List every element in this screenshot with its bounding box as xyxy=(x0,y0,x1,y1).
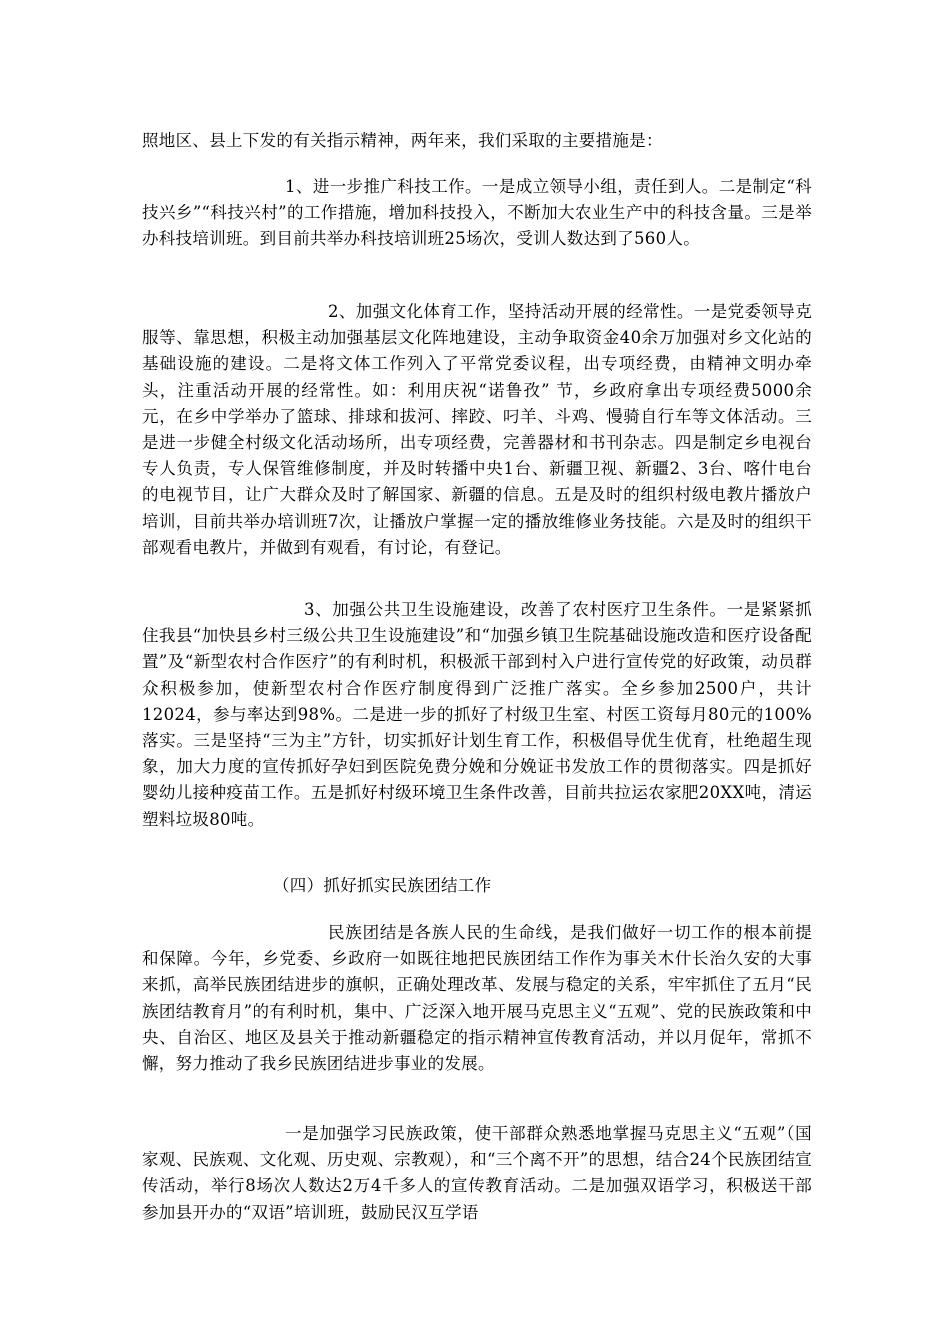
section-4-heading: （四）抓好抓实民族团结工作 xyxy=(273,876,492,895)
item-3-public-health-paragraph: 3、加强公共卫生设施建设，改善了农村医疗卫生条件。一是紧紧抓住我县“加快县乡村三级公共卫生设施建设”和“加强乡镇卫生院基础设施改造和医疗设备配置”及“新型农村合作医疗”的有利时机，积极派干部到村入户进行宣传党的好政策，动员群众积极参加，使新型农村合作医疗制度得到广泛推广落实。全乡参加2500户，共计12024，参与率达到98%。二是进一步的抓好了村级卫生室、村医工资每月80元的100%落实。三是坚持“三为主”方针，切实抓好计划生育工作，积极倡导优生优育，杜绝超生现象，加大力度的宣传抓好孕妇到医院免费分娩和分娩证书发放工作的贯彻落实。四是抓好婴幼儿接种疫苗工作。五是抓好村级环境卫生条件改善，目前共拉运农家肥20XX吨，清运塑料垃圾80吨。 xyxy=(142,600,812,829)
item-2-culture-sports-paragraph: 2、加强文化体育工作，坚持活动开展的经常性。一是党委领导克服等、靠思想，积极主动加强基层文化阵地建设，主动争取资金40余万加强对乡文化站的基础设施的建设。二是将文体工作列入了平常党委议程，出专项经费，由精神文明办牵头，注重活动开展的经常性。如：利用庆祝“诺鲁孜” 节，乡政府拿出专项经费5000余元，在乡中学举办了篮球、排球和拔河、摔跤、叼羊、斗鸡、慢骑自行车等文体活动。三是进一步健全村级文化活动场所，出专项经费，完善器材和书刊杂志。四是制定乡电视台专人负责，专人保管维修制度，并及时转播中央1台、新疆卫视、新疆2、3台、喀什电台的电视节目，让广大群众及时了解国家、新疆的信息。五是及时的组织村级电教片播放户培训，目前共举办培训班7次，让播放户掌握一定的播放维修业务技能。六是及时的组织干部观看电教片，并做到有观看，有讨论，有登记。 xyxy=(142,302,812,557)
study-policy-paragraph: 一是加强学习民族政策，使干部群众熟悉地掌握马克思主义“五观”（国家观、民族观、文化观、历史观、宗教观），和“三个离不开”的思想，结合24个民族团结宣传活动，举行8场次人数达2万4千多人的宣传教育活动。二是加强双语学习，积极送干部参加县开办的“双语”培训班，鼓励民汉互学语 xyxy=(142,1124,812,1222)
ethnic-unity-paragraph: 民族团结是各族人民的生命线，是我们做好一切工作的根本前提和保障。今年，乡党委、乡政府一如既往地把民族团结工作作为事关木什长治久安的大事来抓，高举民族团结进步的旗帜，正确处理改革、发展与稳定的关系，牢牢抓住了五月“民族团结教育月”的有利时机，集中、广泛深入地开展马克思主义“五观”、党的民族政策和中央、自治区、地区及县关于推动新疆稳定的指示精神宣传教育活动，并以月促年，常抓不懈，努力推动了我乡民族团结进步事业的发展。 xyxy=(142,923,812,1074)
intro-paragraph: 照地区、县上下发的有关指示精神，两年来，我们采取的主要措施是： xyxy=(142,131,663,150)
item-1-technology-paragraph: 1、进一步推广科技工作。一是成立领导小组，责任到人。二是制定“科技兴乡”“科技兴村”的工作措施，增加科技投入，不断加大农业生产中的科技含量。三是举办科技培训班。到目前共举办科技培训班25场次，受训人数达到了560人。 xyxy=(142,177,812,249)
